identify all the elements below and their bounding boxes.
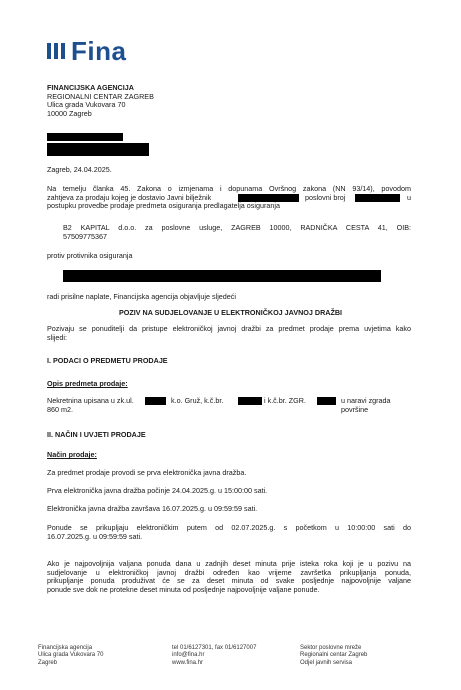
sale-p4 [47,524,411,541]
street: Ulica grada Vukovara 70 [47,100,126,110]
property-building-text: u naravi zgrada površine [341,396,391,414]
regional-center: REGIONALNI CENTAR ZAGREB [47,91,154,101]
redacted-kc [238,397,262,405]
footer-sector: Sektor poslovne mreže [300,645,362,651]
footer-city: Zagreb [38,659,58,666]
invite-paragraph [47,325,411,342]
intro-line-1: Na temelju članka 45. Zakona o izmjenama i dopunama Ovršnog zakona (NN 93/14), povodom [47,184,411,193]
sale-p1: Za predmet prodaje provodi se prva elektronička javna dražba. [47,468,247,477]
redacted-notary [238,194,299,202]
section-1-heading: I. PODACI O PREDMETU PRODAJE [47,356,168,365]
sale-p5-line-4: ponude sve dok ne protekne deset minuta od posljednje najpovoljnije valjane ponude. [47,584,320,594]
document-title: POZIV NA SUDJELOVANJE U ELEKTRONIČKOJ JAVNOJ DRAŽBI [118,308,343,317]
against-line: protiv protivnika osiguranja [47,251,133,260]
footer-department: Odjel javnih servisa [300,659,353,666]
invite-line-1: Pozivaju se ponuditelji da pristupe elektroničkoj javnoj dražbi za predmet prodaje prema uvjetima kako [47,324,411,333]
sender-address [47,84,154,118]
footer-col-1 [38,645,103,667]
sale-p4-line-2: 16.07.2025.g. u 09:59:59 sati. [47,531,143,541]
org-name: FINANCIJSKA AGENCIJA [47,83,134,92]
fina-logo-bars-icon [47,43,65,59]
intro-line-2 [47,194,411,203]
sale-p3: Elektronička javna dražba završava 16.07.2025.g. u 09:59:59 sati. [47,504,258,513]
intro-case-label: poslovni broj [305,192,346,202]
property-kc-label: k.o. Gruž, k.č.br. [171,396,224,405]
property-description [47,397,411,414]
redacted-recipient-name [47,133,123,141]
redacted-recipient-address [47,143,149,156]
footer-phone: tel 01/6127301, fax 01/6127007 [172,645,257,651]
sale-p4-line-1: Ponude se prikupljaju elektroničkim putem od 02.07.2025.g. s početkom u 10:00:00 sati do [47,523,411,532]
sale-p5-line-2: sudjelovanje u elektroničkoj javnoj dražbi određen kao vrijeme završetka prikupljanja ponuda, [47,567,411,577]
footer-org: Financijska agencija [38,645,93,651]
section-2-heading: II. NAČIN I UVJETI PRODAJE [47,430,146,439]
footer-col-2 [172,645,256,667]
section-1-subheading: Opis predmeta prodaje: [47,379,128,388]
property-zgr-label: i k.č.br. ZGR. [264,396,306,405]
redacted-zgr [317,397,336,405]
footer-street: Ulica grada Vukovara 70 [38,652,104,659]
sale-p5-line-1: Ako je najpovoljnija valjana ponuda dana u zadnjih deset minuta prije isteka roka koji je u pozivu na [47,559,411,568]
intro-paragraph [47,185,411,211]
redacted-zkul [145,397,166,405]
purpose-line: radi prisilne naplate, Financijska agencija objavljuje sljedeći [47,292,236,301]
date-line: Zagreb, 24.04.2025. [47,165,112,174]
intro-line-3: postupku provedbe prodaje predmeta osiguranja predlagatelja osiguranja [47,201,280,211]
footer-regional: Regionalni centar Zagreb [300,652,368,659]
footer-website[interactable]: www.fina.hr [172,659,204,666]
proposer-line-2: 57509775367 [63,231,107,241]
invite-line-2: slijedi: [47,332,67,342]
property-line-2: 860 m2. [47,404,73,414]
fina-logo [47,38,126,64]
proposer-line-1: B2 KAPITAL d.o.o. za poslovne usluge, ZAGREB 10000, RADNIČKA CESTA 41, OIB: [63,223,411,232]
fina-logo-text: Fina [71,36,127,66]
redacted-case-number [355,194,400,202]
intro-u: u [407,192,411,202]
sale-p2: Prva elektronička javna dražba počinje 24.04.2025.g. u 15:00:00 sati. [47,486,268,495]
footer-col-3 [300,645,367,667]
intro-notary-text: zahtjeva za prodaju kojeg je dostavio Javni bilježnik [47,192,212,202]
sale-p5-line-3: prikupljanje ponuda produživat će se za deset minuta od svake posljednje najpovoljnije valjane [47,576,411,586]
proposer-block [63,224,411,241]
section-2-subheading: Način prodaje: [47,450,97,459]
footer-email[interactable]: info@fina.hr [172,652,205,659]
city: 10000 Zagreb [47,108,92,118]
property-zkul-label: Nekretnina upisana u zk.ul. [47,396,134,405]
redacted-debtor [63,270,381,282]
sale-p5 [47,560,411,594]
